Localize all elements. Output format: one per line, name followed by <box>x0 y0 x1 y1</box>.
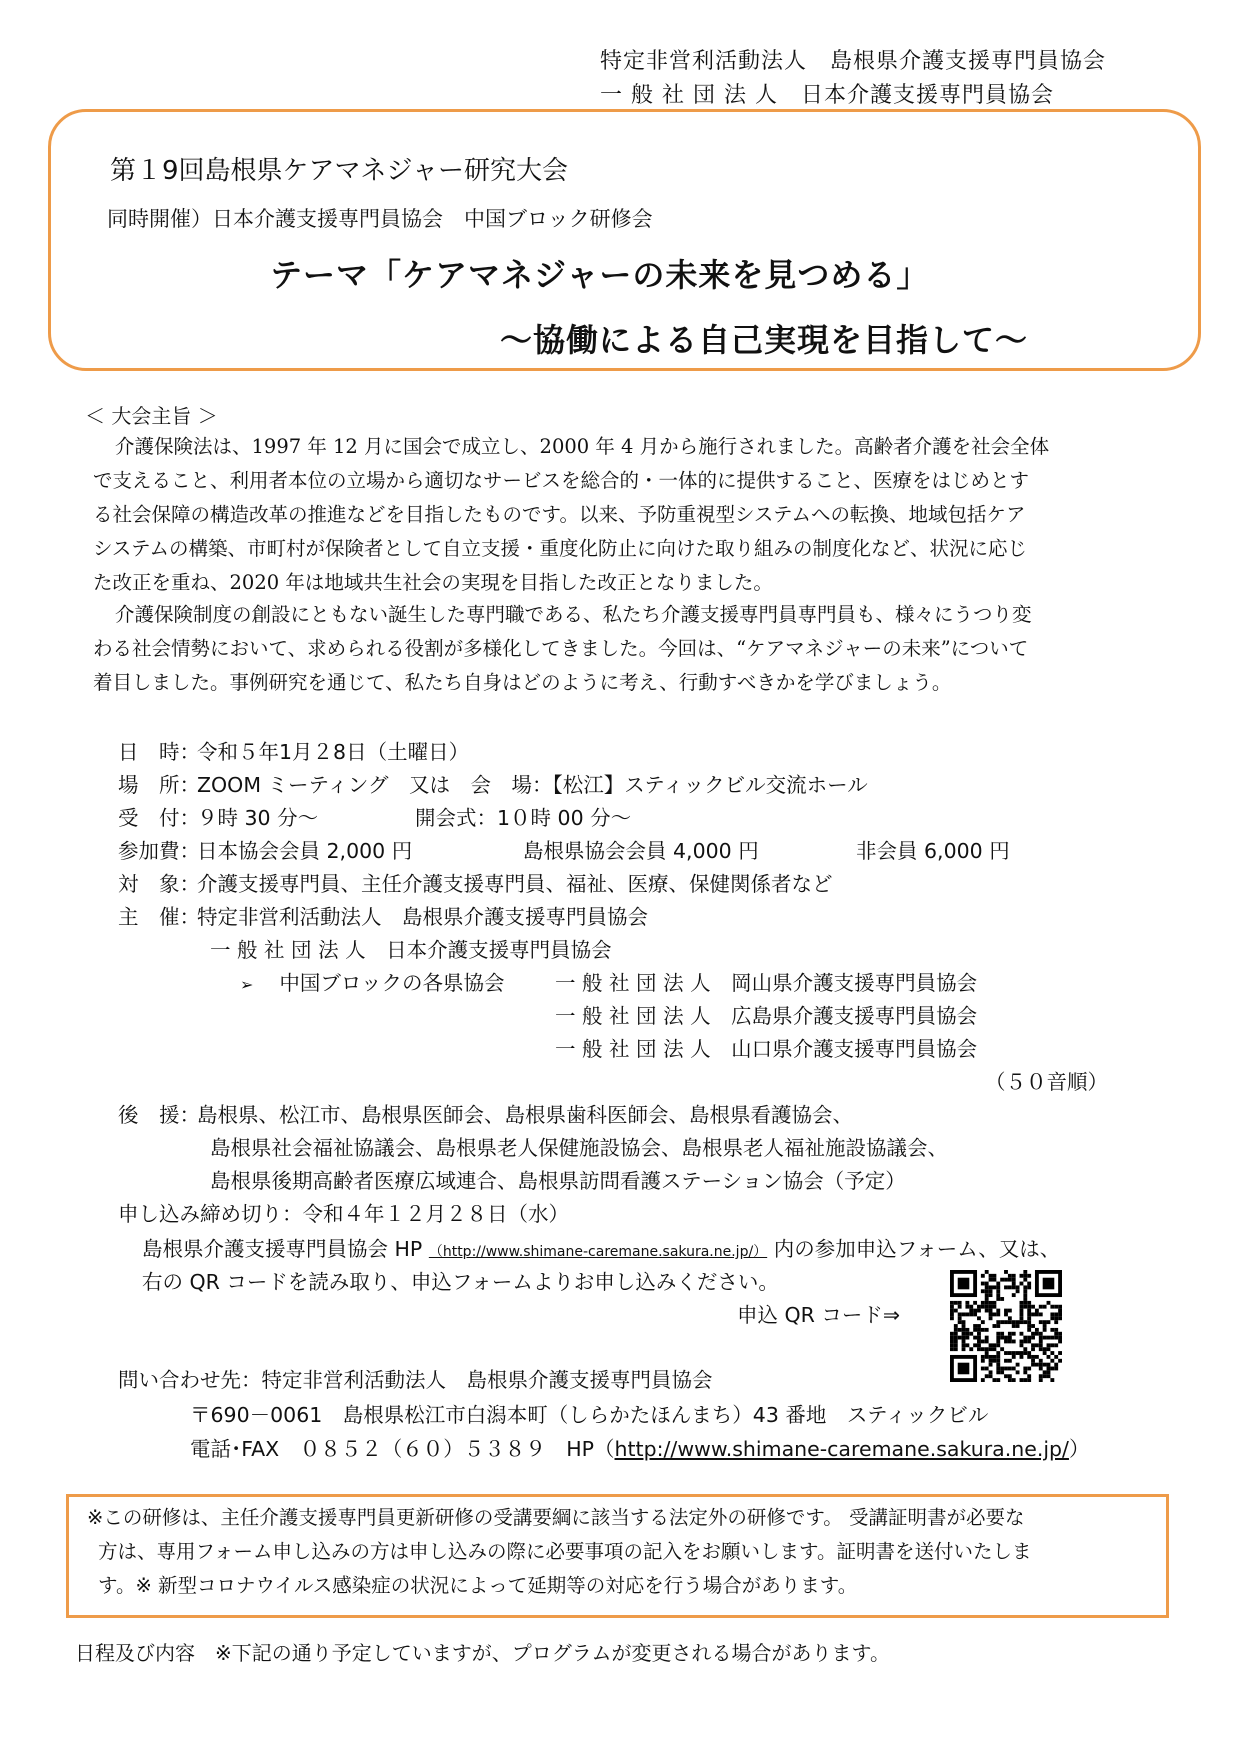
date-label: 日 時： <box>118 740 200 764</box>
apply-line-1 <box>142 1232 1060 1262</box>
contact-address: 〒690－0061 島根県松江市白潟本町（しらかたほんまち）43 番地 スティックビル <box>190 1403 989 1427</box>
contact-phone: 電話･FAX ０８５２（６０）５３８９ HP（ <box>190 1437 615 1461</box>
purpose-line: 介護保険制度の創設にともない誕生した専門職である、私たち介護支援専門員専門員も、様々にうつり変 <box>115 603 1032 626</box>
purpose-paragraph-1 <box>93 430 1153 600</box>
note-line-2: 方は、専用フォーム申し込みの方は申し込みの際に必要事項の記入をお願いします。証明書を送付いたしま <box>98 1540 1032 1563</box>
support-3: 島根県後期高齢者医療広域連合、島根県訪問看護ステーション協会（予定） <box>210 1169 906 1193</box>
purpose-line: わる社会情勢において、求められる役割が多様化してきました。今回は、“ケアマネジャーの未来”について <box>93 637 1029 660</box>
chugoku-label: 中国ブロックの各県協会 <box>279 971 505 995</box>
apply-line-2: 右の QR コードを読み取り、申込フォームよりお申し込みください。 <box>142 1270 779 1294</box>
reception-value: ９時 30 分～ <box>197 806 319 830</box>
chugoku-yamaguchi: 一 般 社 団 法 人 山口県介護支援専門員協会 <box>555 1037 978 1061</box>
fee-shimane: 島根県協会会員 4,000 円 <box>523 839 759 863</box>
contact-label: 問い合わせ先：特定非営利活動法人 島根県介護支援専門員協会 <box>118 1368 713 1392</box>
event-title: 第１9回島根県ケアマネジャー研究大会 <box>110 156 569 186</box>
organizer-2: 一 般 社 団 法 人 日本介護支援専門員協会 <box>600 83 1054 108</box>
host-row <box>118 900 648 930</box>
support-row <box>118 1098 853 1128</box>
note-line-3: す。※ 新型コロナウイルス感染症の状況によって延期等の対応を行う場合があります。 <box>98 1574 858 1597</box>
purpose-line: た改正を重ね、2020 年は地域共生社会の実現を目指した改正となりました。 <box>93 571 773 594</box>
purpose-line: 着目しました。事例研究を通じて、私たち自身はどのように考え、行動すべきかを学びましょう。 <box>93 671 952 694</box>
contact-phone-end: ） <box>1068 1437 1090 1461</box>
target-label: 対 象： <box>118 872 200 896</box>
arrow-bullet-icon: ➢ <box>240 975 254 994</box>
purpose-line: システムの構築、市町村が保険者として自立支援・重度化防止に向けた取り組みの制度化など、状況に応じ <box>93 537 1028 560</box>
contact-url-link[interactable]: http://www.shimane-caremane.sakura.ne.jp/ <box>614 1437 1069 1461</box>
apply-prefix: 島根県介護支援専門員協会 HP <box>142 1237 423 1261</box>
reception-row <box>118 801 318 831</box>
chugoku-row <box>240 966 505 996</box>
order-note: （５０音順） <box>985 1070 1108 1094</box>
fee-row <box>118 834 412 864</box>
target-row <box>118 867 833 897</box>
apply-suffix: 内の参加申込フォーム、又は、 <box>773 1237 1061 1261</box>
host-2: 一 般 社 団 法 人 日本介護支援専門員協会 <box>210 938 612 962</box>
date-value: 令和５年1月２8日（土曜日） <box>197 740 470 764</box>
date-row <box>118 735 469 765</box>
purpose-line: 介護保険法は、1997 年 12 月に国会で成立し、2000 年 4 月から施行されました。高齢者介護を社会全体 <box>115 435 1050 458</box>
theme-title: テーマ「ケアマネジャーの未来を見つめる」 <box>270 256 930 294</box>
support-label: 後 援： <box>118 1103 200 1127</box>
support-1: 島根県、松江市、島根県医師会、島根県歯科医師会、島根県看護協会、 <box>197 1103 853 1127</box>
purpose-heading: ＜ 大会主旨 ＞ <box>85 404 218 428</box>
sub-theme: ～協働による自己実現を目指して～ <box>500 321 1029 359</box>
fee-nonmember: 非会員 6,000 円 <box>856 839 1010 863</box>
contact-phone-row <box>190 1432 1089 1462</box>
place-row <box>118 768 868 798</box>
apply-url-link[interactable]: （http://www.shimane-caremane.sakura.ne.jp/） <box>428 1244 768 1260</box>
chugoku-hiroshima: 一 般 社 団 法 人 広島県介護支援専門員協会 <box>555 1004 978 1028</box>
organizer-1: 特定非営利活動法人 島根県介護支援専門員協会 <box>600 49 1107 74</box>
support-2: 島根県社会福祉協議会、島根県老人保健施設協会、島根県老人福祉施設協議会、 <box>210 1136 948 1160</box>
purpose-line: る社会保障の構造改革の推進などを目指したものです。以来、予防重視型システムへの転換、地域包括ケア <box>93 503 1026 526</box>
schedule-footer: 日程及び内容 ※下記の通り予定していますが、プログラムが変更される場合があります。 <box>75 1641 890 1665</box>
deadline: 申し込み締め切り：令和４年１２月２８日（水） <box>118 1202 569 1226</box>
note-line-1: ※この研修は、主任介護支援専門員更新研修の受講要綱に該当する法定外の研修です。 受講証明書が必要な <box>87 1506 1025 1529</box>
co-event-title: 同時開催）日本介護支援専門員協会 中国ブロック研修会 <box>107 207 653 231</box>
qr-label: 申込 QR コード⇒ <box>737 1303 901 1327</box>
reception-label: 受 付： <box>118 806 200 830</box>
purpose-paragraph-2 <box>93 598 1153 700</box>
opening-value: 開会式：1０時 00 分～ <box>415 806 632 830</box>
fee-japan: 日本協会会員 2,000 円 <box>197 839 413 863</box>
qr-code-icon[interactable] <box>950 1270 1062 1382</box>
place-value: ZOOM ミーティング 又は 会 場：【松江】スティックビル交流ホール <box>197 773 868 797</box>
fee-label: 参加費： <box>118 839 200 863</box>
host-label: 主 催： <box>118 905 200 929</box>
place-label: 場 所： <box>118 773 200 797</box>
target-value: 介護支援専門員、主任介護支援専門員、福祉、医療、保健関係者など <box>197 872 833 896</box>
purpose-line: で支えること、利用者本位の立場から適切なサービスを総合的・一体的に提供すること、医療をはじめとす <box>93 469 1030 492</box>
chugoku-okayama: 一 般 社 団 法 人 岡山県介護支援専門員協会 <box>555 971 978 995</box>
host-1: 特定非営利活動法人 島根県介護支援専門員協会 <box>197 905 648 929</box>
